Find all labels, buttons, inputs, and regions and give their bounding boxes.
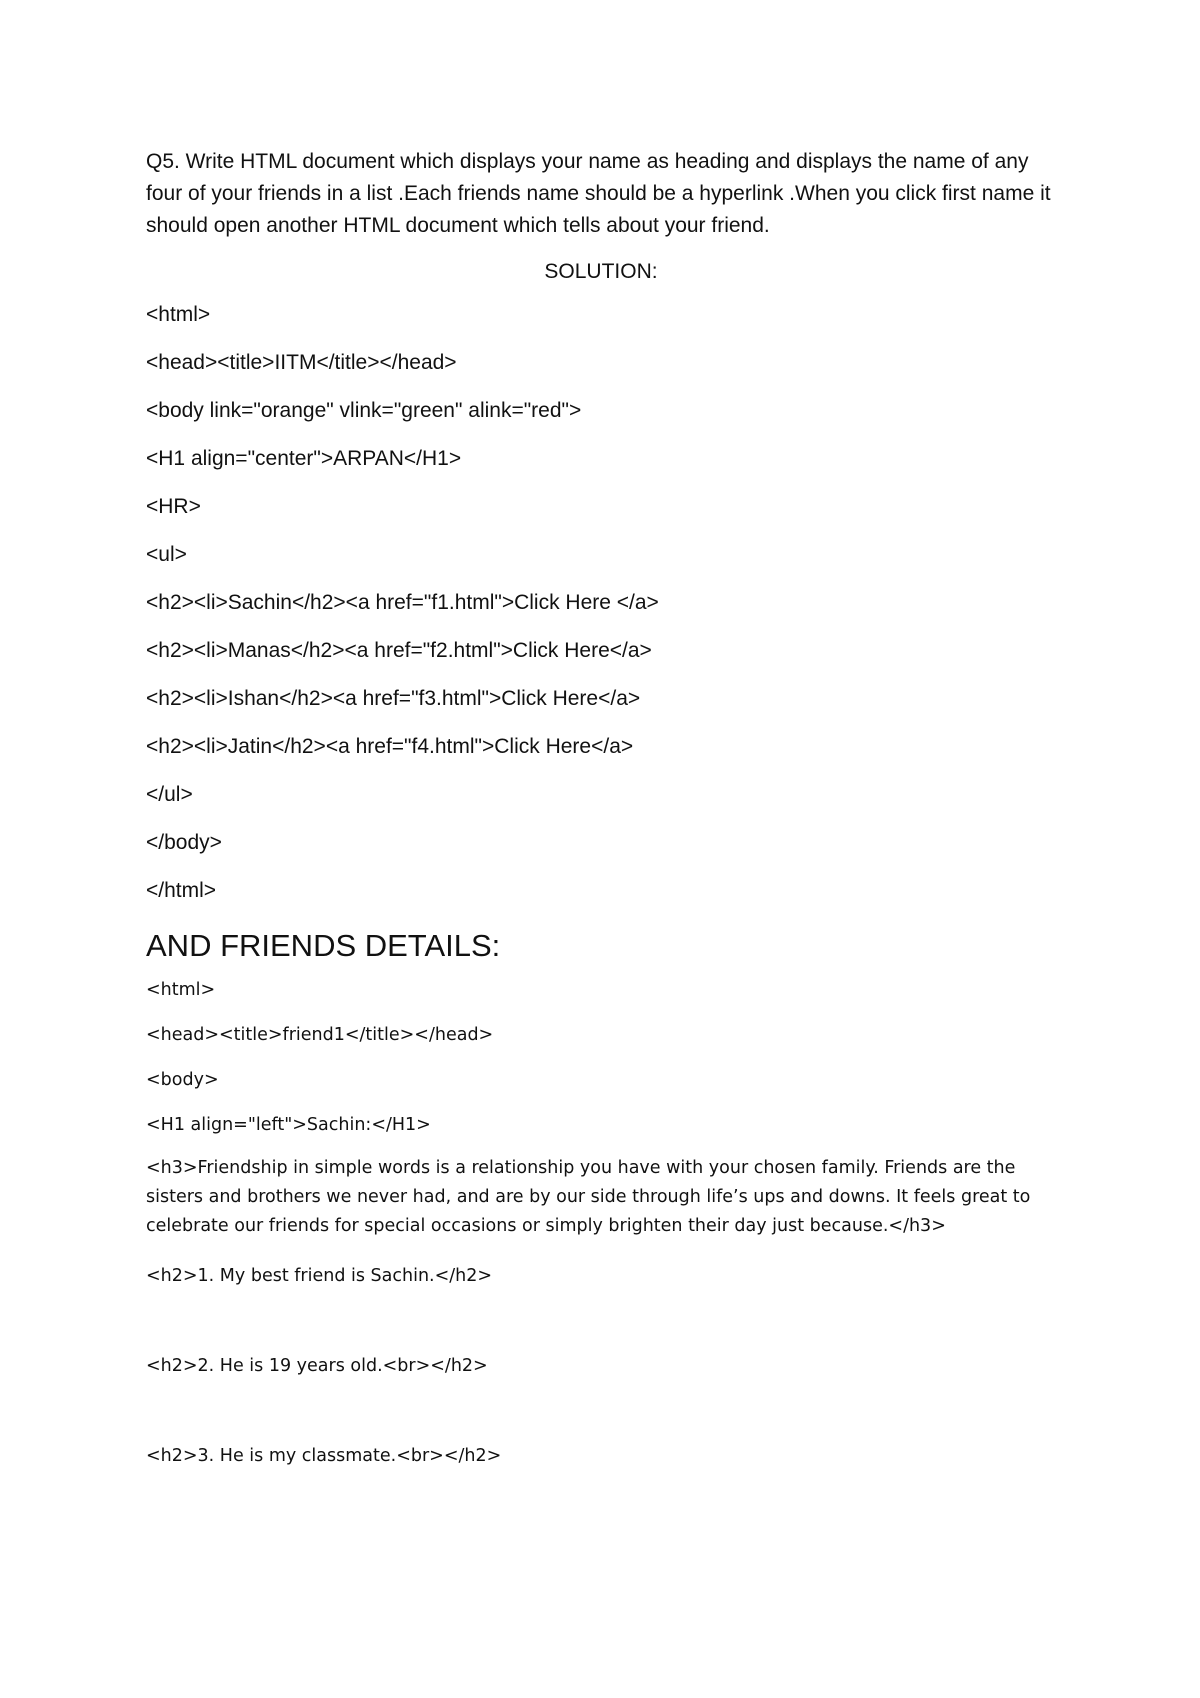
code-line: <html> bbox=[146, 303, 211, 326]
code-line: <h2><li>Ishan</h2><a href="f3.html">Click Here</a> bbox=[146, 687, 641, 710]
friend-code-html-open: <html> bbox=[146, 980, 216, 1000]
code-line: <HR> bbox=[146, 495, 201, 518]
code-line: <h2><li>Sachin</h2><a href="f1.html">Click Here </a> bbox=[146, 591, 659, 614]
code-line: </body> bbox=[146, 831, 222, 854]
friend-code-h1: <H1 align="left">Sachin:</H1> bbox=[146, 1115, 431, 1135]
friend-code-head: <head><title>friend1</title></head> bbox=[146, 1025, 494, 1045]
solution-label: SOLUTION: bbox=[544, 260, 658, 283]
friend-code-point-1: <h2>1. My best friend is Sachin.</h2> bbox=[146, 1266, 493, 1286]
code-line: </html> bbox=[146, 879, 217, 902]
code-line: <ul> bbox=[146, 543, 187, 566]
question-text: Q5. Write HTML document which displays your name as heading and displays the name of any four of your friends in a list .Each friends name should be a hyperlink .When you click first name it should open another HTML document which tells about your friend. bbox=[146, 150, 1051, 237]
code-line: <head><title>IITM</title></head> bbox=[146, 351, 457, 374]
code-line: </ul> bbox=[146, 783, 193, 806]
code-line: <h2><li>Jatin</h2><a href="f4.html">Click Here</a> bbox=[146, 735, 634, 758]
code-line: <H1 align="center">ARPAN</H1> bbox=[146, 447, 462, 470]
main-code-listing bbox=[146, 303, 1056, 903]
code-line: <h2><li>Manas</h2><a href="f2.html">Click Here</a> bbox=[146, 639, 652, 662]
friend-code-paragraph: <h3>Friendship in simple words is a relationship you have with your chosen family. Friends are the sisters and brothers we never had, and are by our side through life’s ups and downs. It feels great to celebrate our friends for special occasions or simply brighten their day just because.</h3> bbox=[146, 1158, 1031, 1236]
friend-code-body-open: <body> bbox=[146, 1070, 219, 1090]
friend-code-point-3: <h2>3. He is my classmate.<br></h2> bbox=[146, 1446, 502, 1466]
code-line: <body link="orange" vlink="green" alink="red"> bbox=[146, 399, 582, 422]
document-content bbox=[146, 146, 1056, 1468]
friends-details-heading: AND FRIENDS DETAILS: bbox=[146, 928, 501, 963]
friend-code-point-2: <h2>2. He is 19 years old.<br></h2> bbox=[146, 1356, 488, 1376]
